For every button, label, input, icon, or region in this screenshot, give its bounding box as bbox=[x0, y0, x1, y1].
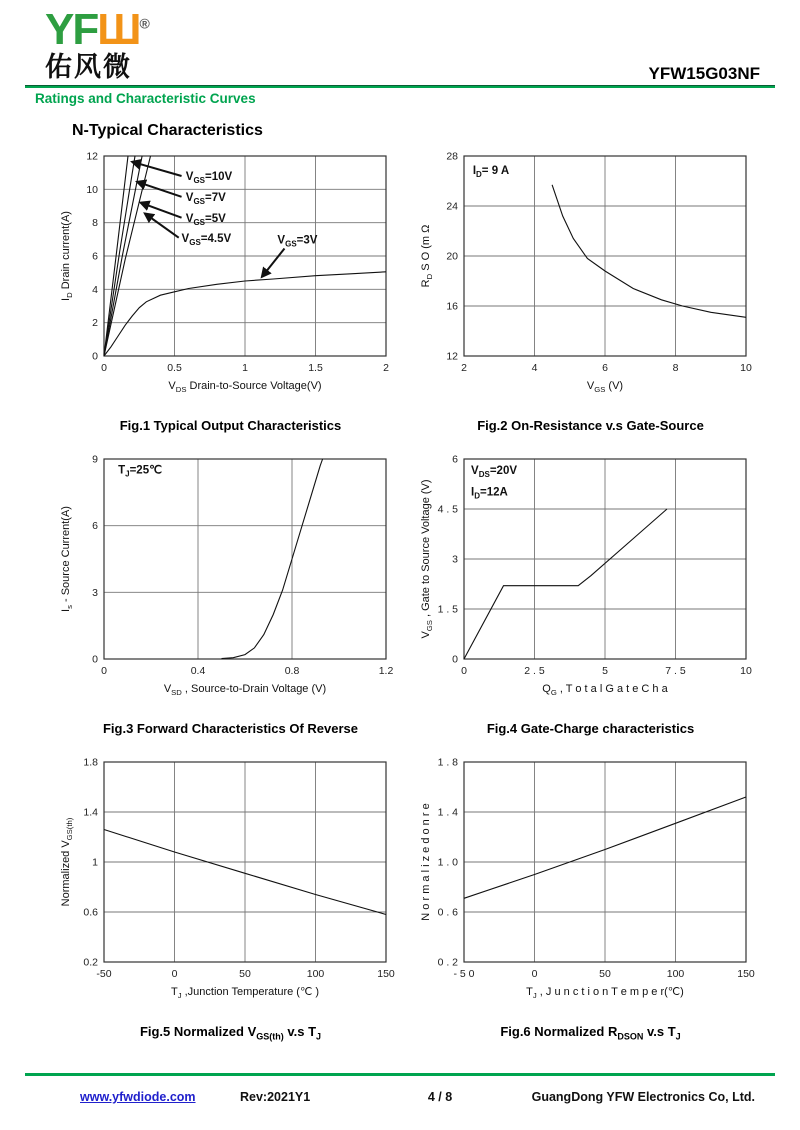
svg-text:ID=12A: $I_D=12A$ bbox=[471, 486, 508, 501]
svg-text:0 . 6: 0 . 6 bbox=[437, 906, 458, 919]
website-link[interactable]: www.yfwdiode.com bbox=[80, 1090, 196, 1104]
svg-text:1 . 5: 1 . 5 bbox=[437, 603, 458, 616]
svg-text:4 . 5: 4 . 5 bbox=[437, 503, 458, 516]
svg-text:3: 3 bbox=[452, 553, 458, 566]
svg-text:TJ=25℃: $T_J=25℃$ bbox=[118, 464, 163, 479]
svg-text:5: 5 bbox=[602, 665, 608, 677]
svg-text:50: 50 bbox=[599, 968, 611, 980]
svg-text:3: 3 bbox=[92, 586, 98, 599]
svg-text:1 . 4: 1 . 4 bbox=[437, 806, 458, 819]
svg-text:10: 10 bbox=[740, 665, 752, 677]
svg-text:1.4: 1.4 bbox=[83, 806, 98, 819]
svg-text:VSD , Source-to-Drain Voltage: $V_{SD}$ , Source-to-Drain Voltage (V) bbox=[163, 683, 327, 697]
logo-w-icon: Ш bbox=[97, 5, 140, 54]
figure-3 bbox=[58, 447, 403, 742]
svg-text:1.8: 1.8 bbox=[83, 756, 98, 769]
logo-yf-text: YF bbox=[45, 5, 98, 54]
svg-text:TJ , J u n c t i o n T e m p: $T_J$ , J u n c t i o n T e m p e r(℃) bbox=[526, 986, 684, 1000]
svg-text:7 . 5: 7 . 5 bbox=[665, 665, 686, 677]
svg-text:VGS=5V: $V_{GS}=5V$ bbox=[185, 212, 226, 227]
svg-text:0: 0 bbox=[92, 653, 98, 666]
figure-1-caption: Fig.1 Typical Output Characteristics bbox=[119, 418, 342, 433]
svg-text:0: 0 bbox=[461, 665, 467, 677]
svg-text:VGS , Gate to Source Voltage (: $V_{GS}$ , Gate to Source Voltage (V) bbox=[420, 479, 434, 639]
svg-text:1.2: 1.2 bbox=[378, 665, 394, 677]
svg-text:2: 2 bbox=[383, 362, 389, 374]
svg-text:6: 6 bbox=[92, 520, 98, 533]
yfw-logo-icon bbox=[45, 5, 150, 54]
svg-text:ID= 9 A: $I_D= 9$ A bbox=[472, 165, 510, 180]
svg-text:1: 1 bbox=[242, 362, 248, 374]
svg-text:0: 0 bbox=[531, 968, 538, 980]
svg-text:100: 100 bbox=[666, 968, 685, 980]
figure-1 bbox=[58, 144, 403, 439]
figure-1-chart bbox=[58, 144, 398, 406]
svg-text:TJ ,Junction Temperature (℃ ): $T_J$ ,Junction Temperature (℃ ) bbox=[170, 986, 320, 1000]
figure-5-chart bbox=[58, 750, 398, 1012]
svg-text:1: 1 bbox=[92, 856, 98, 869]
svg-text:- 5 0: - 5 0 bbox=[453, 968, 475, 980]
svg-text:150: 150 bbox=[377, 968, 395, 980]
svg-text:N o r m a l i z e d o n r e: N o r m a l i z e d o n r e bbox=[420, 803, 432, 921]
yfw-logo bbox=[45, 5, 150, 82]
svg-text:VGS=7V: $V_{GS}=7V$ bbox=[185, 192, 226, 206]
figure-6-caption: Fig.6 Normalized $R_{DSON}$ v.s $T_J$ bbox=[500, 1024, 681, 1042]
svg-text:0.2: 0.2 bbox=[83, 956, 98, 969]
svg-text:Is - Source Current(A): $I_s$ - Source Current(A) bbox=[60, 506, 74, 612]
svg-text:6: 6 bbox=[92, 250, 98, 263]
svg-text:VDS Drain-to-Source Voltage(V): $V_{DS}$ Drain-to-Source Voltage(V) bbox=[168, 380, 322, 394]
logo-chinese-text: 佑风微 bbox=[45, 52, 132, 82]
svg-text:2: 2 bbox=[461, 362, 467, 374]
svg-text:50: 50 bbox=[239, 968, 251, 980]
charts-grid bbox=[58, 144, 800, 1048]
figure-4-caption: Fig.4 Gate-Charge characteristics bbox=[486, 721, 695, 736]
svg-text:8: 8 bbox=[92, 217, 98, 230]
svg-text:4: 4 bbox=[531, 362, 538, 374]
svg-text:28: 28 bbox=[446, 150, 458, 163]
figure-5-caption: Fig.5 Normalized $V_{GS(th)}$ v.s $T_J$ bbox=[139, 1024, 322, 1042]
svg-text:0: 0 bbox=[92, 350, 98, 363]
page-footer bbox=[0, 1073, 800, 1104]
svg-text:150: 150 bbox=[737, 968, 755, 980]
svg-text:VDS=20V: $V_{DS}=20V$ bbox=[471, 465, 518, 479]
svg-text:0.8: 0.8 bbox=[284, 665, 300, 677]
svg-text:8: 8 bbox=[672, 362, 679, 374]
svg-text:12: 12 bbox=[86, 150, 98, 163]
svg-text:0 . 2: 0 . 2 bbox=[437, 956, 458, 969]
svg-text:0: 0 bbox=[171, 968, 178, 980]
figure-5 bbox=[58, 750, 403, 1048]
svg-text:20: 20 bbox=[446, 250, 458, 263]
svg-text:VGS=10V: $V_{GS}=10V$ bbox=[185, 171, 233, 186]
svg-text:0: 0 bbox=[101, 665, 107, 677]
svg-text:ID Drain current(A): $I_D$ Drain current(A) bbox=[60, 211, 74, 301]
svg-text:QG , T o t a l G a t e C h a: $Q_G$ , T o t a l G a t e C h a bbox=[542, 683, 668, 697]
svg-text:12: 12 bbox=[446, 350, 458, 363]
svg-text:2: 2 bbox=[92, 317, 98, 330]
svg-text:10: 10 bbox=[86, 183, 98, 196]
revision-label: Rev:2021Y1 bbox=[240, 1090, 311, 1104]
svg-text:16: 16 bbox=[446, 300, 458, 313]
svg-text:24: 24 bbox=[446, 200, 458, 213]
svg-text:9: 9 bbox=[92, 453, 98, 466]
registered-mark-icon: ® bbox=[139, 15, 150, 32]
svg-text:0.6: 0.6 bbox=[83, 906, 98, 919]
svg-text:4: 4 bbox=[92, 283, 98, 296]
svg-text:VGS (V): $V_{GS}$ (V) bbox=[586, 380, 624, 394]
page-title: N-Typical Characteristics bbox=[72, 122, 263, 139]
svg-text:1.5: 1.5 bbox=[308, 362, 323, 374]
svg-text:0: 0 bbox=[452, 653, 458, 666]
svg-text:VGS=4.5V: $V_{GS}=4.5V$ bbox=[181, 232, 232, 247]
figure-2 bbox=[418, 144, 763, 439]
company-name: GuangDong YFW Electronics Co, Ltd. bbox=[531, 1090, 755, 1104]
svg-text:0: 0 bbox=[101, 362, 107, 374]
figure-6 bbox=[418, 750, 763, 1048]
svg-text:6: 6 bbox=[602, 362, 608, 374]
figure-2-caption: Fig.2 On-Resistance v.s Gate-Source bbox=[477, 418, 704, 433]
figure-4-chart bbox=[418, 447, 758, 709]
svg-text:Normalized VGS(th): Normalized $V_{GS(th)}$ bbox=[60, 817, 74, 907]
page-number: 4 / 8 bbox=[427, 1090, 453, 1104]
part-number: YFW15G03NF bbox=[648, 64, 760, 83]
svg-text:-50: -50 bbox=[96, 968, 112, 980]
svg-text:VGS=3V: $V_{GS}=3V$ bbox=[277, 234, 318, 249]
figure-3-chart bbox=[58, 447, 398, 709]
figure-4 bbox=[418, 447, 763, 742]
header-divider bbox=[25, 85, 775, 88]
svg-text:6: 6 bbox=[452, 453, 458, 466]
svg-text:10: 10 bbox=[740, 362, 752, 374]
svg-text:0.4: 0.4 bbox=[190, 665, 206, 677]
svg-text:2 . 5: 2 . 5 bbox=[524, 665, 545, 677]
svg-text:100: 100 bbox=[306, 968, 325, 980]
page-header bbox=[0, 0, 800, 106]
svg-text:0.5: 0.5 bbox=[167, 362, 182, 374]
figure-6-chart bbox=[418, 750, 758, 1012]
svg-text:1 . 0: 1 . 0 bbox=[437, 856, 458, 869]
svg-text:RD S O (m Ω: $R_D$ S O (m Ω bbox=[420, 224, 434, 288]
section-title: Ratings and Characteristic Curves bbox=[35, 91, 256, 106]
svg-text:1 . 8: 1 . 8 bbox=[437, 756, 458, 769]
figure-3-caption: Fig.3 Forward Characteristics Of Reverse bbox=[102, 721, 359, 736]
figure-2-chart bbox=[418, 144, 758, 406]
